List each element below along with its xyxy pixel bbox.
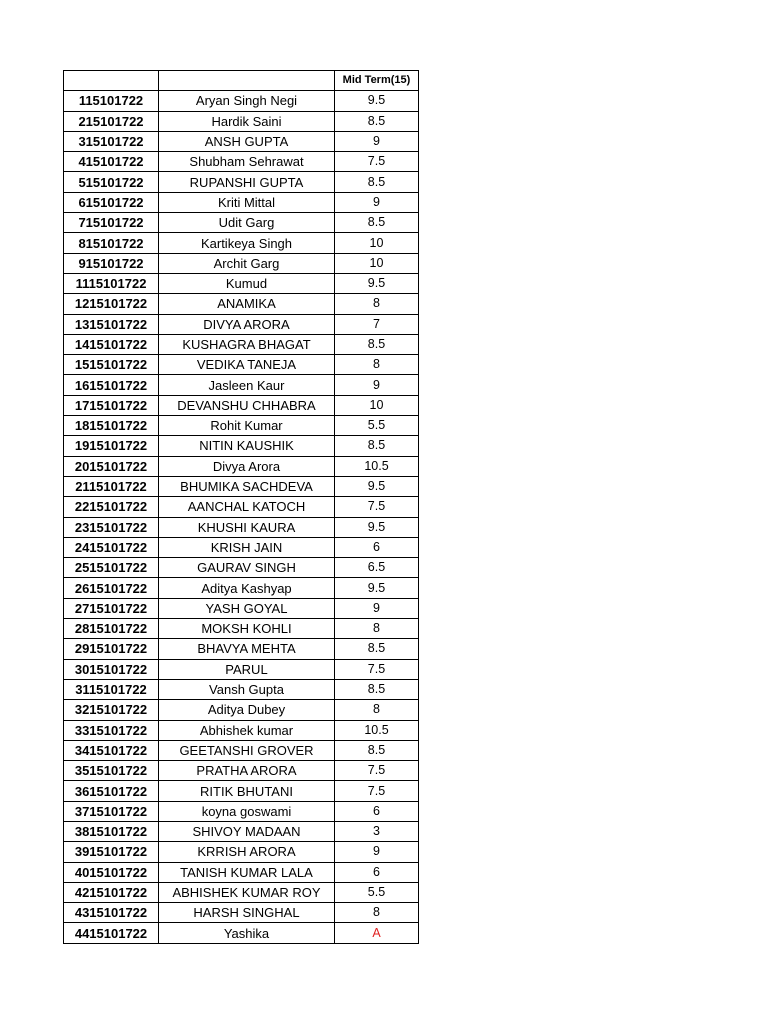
table-row (64, 598, 419, 618)
student-id-cell: 3715101722 (64, 801, 159, 821)
student-id-cell: 1815101722 (64, 416, 159, 436)
student-name-cell: HARSH SINGHAL (159, 903, 335, 923)
student-id-cell: 615101722 (64, 192, 159, 212)
table-row (64, 720, 419, 740)
mid-term-mark-cell: 9.5 (335, 476, 419, 496)
mid-term-mark-cell: 10.5 (335, 456, 419, 476)
table-row (64, 476, 419, 496)
table-row (64, 639, 419, 659)
table-row (64, 781, 419, 801)
student-name-cell: BHUMIKA SACHDEVA (159, 476, 335, 496)
student-id-cell: 715101722 (64, 213, 159, 233)
mid-term-mark-cell: 6.5 (335, 558, 419, 578)
student-name-cell: Vansh Gupta (159, 679, 335, 699)
table-row (64, 923, 419, 943)
student-name-cell: ANSH GUPTA (159, 131, 335, 151)
student-id-cell: 2715101722 (64, 598, 159, 618)
student-id-cell: 2815101722 (64, 619, 159, 639)
mid-term-mark-cell: 8.5 (335, 679, 419, 699)
student-id-cell: 4015101722 (64, 862, 159, 882)
mid-term-mark-cell: 9.5 (335, 578, 419, 598)
header-id (64, 71, 159, 91)
student-id-cell: 2615101722 (64, 578, 159, 598)
mid-term-mark-cell: 9 (335, 598, 419, 618)
mid-term-mark-cell: 6 (335, 801, 419, 821)
table-row (64, 821, 419, 841)
table-row (64, 903, 419, 923)
student-id-cell: 1715101722 (64, 395, 159, 415)
table-row (64, 659, 419, 679)
student-name-cell: Divya Arora (159, 456, 335, 476)
mid-term-mark-cell: 9.5 (335, 273, 419, 293)
student-name-cell: Kumud (159, 273, 335, 293)
table-row (64, 578, 419, 598)
student-name-cell: koyna goswami (159, 801, 335, 821)
student-name-cell: AANCHAL KATOCH (159, 497, 335, 517)
table-row (64, 456, 419, 476)
table-row (64, 436, 419, 456)
mid-term-mark-cell: 8.5 (335, 213, 419, 233)
student-name-cell: VEDIKA TANEJA (159, 355, 335, 375)
student-id-cell: 415101722 (64, 152, 159, 172)
student-id-cell: 2315101722 (64, 517, 159, 537)
student-id-cell: 1215101722 (64, 294, 159, 314)
table-row (64, 91, 419, 111)
mid-term-mark-cell: 5.5 (335, 416, 419, 436)
student-name-cell: DIVYA ARORA (159, 314, 335, 334)
mid-term-mark-cell: 10 (335, 253, 419, 273)
student-id-cell: 2215101722 (64, 497, 159, 517)
table-row (64, 111, 419, 131)
mid-term-mark-cell: 5.5 (335, 882, 419, 902)
student-name-cell: Abhishek kumar (159, 720, 335, 740)
student-name-cell: Archit Garg (159, 253, 335, 273)
student-id-cell: 4215101722 (64, 882, 159, 902)
table-row (64, 619, 419, 639)
student-name-cell: ANAMIKA (159, 294, 335, 314)
student-id-cell: 2115101722 (64, 476, 159, 496)
student-name-cell: Aditya Dubey (159, 700, 335, 720)
student-id-cell: 3215101722 (64, 700, 159, 720)
mid-term-mark-cell: 6 (335, 862, 419, 882)
marks-table (63, 70, 419, 944)
student-name-cell: BHAVYA MEHTA (159, 639, 335, 659)
student-name-cell: RITIK BHUTANI (159, 781, 335, 801)
student-id-cell: 2915101722 (64, 639, 159, 659)
student-id-cell: 2015101722 (64, 456, 159, 476)
student-name-cell: NITIN KAUSHIK (159, 436, 335, 456)
student-id-cell: 1615101722 (64, 375, 159, 395)
mid-term-mark-cell: 8 (335, 903, 419, 923)
mid-term-mark-cell: 10 (335, 395, 419, 415)
student-name-cell: KRRISH ARORA (159, 842, 335, 862)
table-row (64, 862, 419, 882)
student-id-cell: 215101722 (64, 111, 159, 131)
mid-term-mark-cell: 9 (335, 131, 419, 151)
mid-term-mark-cell: 7.5 (335, 497, 419, 517)
table-row (64, 882, 419, 902)
student-name-cell: YASH GOYAL (159, 598, 335, 618)
student-id-cell: 4315101722 (64, 903, 159, 923)
header-name (159, 71, 335, 91)
student-id-cell: 3815101722 (64, 821, 159, 841)
table-row (64, 233, 419, 253)
header-row (64, 71, 419, 91)
student-id-cell: 3615101722 (64, 781, 159, 801)
student-id-cell: 1315101722 (64, 314, 159, 334)
student-id-cell: 2515101722 (64, 558, 159, 578)
mid-term-mark-cell: 9.5 (335, 517, 419, 537)
student-name-cell: GAURAV SINGH (159, 558, 335, 578)
student-name-cell: Shubham Sehrawat (159, 152, 335, 172)
table-row (64, 679, 419, 699)
table-row (64, 497, 419, 517)
mid-term-mark-cell: 9 (335, 375, 419, 395)
student-name-cell: ABHISHEK KUMAR ROY (159, 882, 335, 902)
mid-term-mark-cell: 8 (335, 700, 419, 720)
table-row (64, 842, 419, 862)
mid-term-mark-cell: 7.5 (335, 152, 419, 172)
student-id-cell: 4415101722 (64, 923, 159, 943)
student-name-cell: SHIVOY MADAAN (159, 821, 335, 841)
student-name-cell: Aryan Singh Negi (159, 91, 335, 111)
student-name-cell: PARUL (159, 659, 335, 679)
student-id-cell: 3915101722 (64, 842, 159, 862)
student-id-cell: 115101722 (64, 91, 159, 111)
student-name-cell: Kriti Mittal (159, 192, 335, 212)
student-id-cell: 1115101722 (64, 273, 159, 293)
mid-term-mark-cell: 7.5 (335, 781, 419, 801)
table-row (64, 152, 419, 172)
mid-term-mark-cell: 9 (335, 842, 419, 862)
student-name-cell: Hardik Saini (159, 111, 335, 131)
mid-term-mark-cell: 8.5 (335, 172, 419, 192)
mid-term-mark-cell: 10 (335, 233, 419, 253)
table-row (64, 334, 419, 354)
student-name-cell: MOKSH KOHLI (159, 619, 335, 639)
student-name-cell: Yashika (159, 923, 335, 943)
mid-term-mark-cell: 8 (335, 355, 419, 375)
student-name-cell: RUPANSHI GUPTA (159, 172, 335, 192)
student-name-cell: PRATHA ARORA (159, 761, 335, 781)
student-id-cell: 3315101722 (64, 720, 159, 740)
table-row (64, 537, 419, 557)
student-id-cell: 3415101722 (64, 740, 159, 760)
table-row (64, 253, 419, 273)
student-id-cell: 2415101722 (64, 537, 159, 557)
table-row (64, 294, 419, 314)
student-name-cell: KHUSHI KAURA (159, 517, 335, 537)
table-row (64, 416, 419, 436)
student-id-cell: 315101722 (64, 131, 159, 151)
student-id-cell: 1515101722 (64, 355, 159, 375)
table-row (64, 131, 419, 151)
student-name-cell: KRISH JAIN (159, 537, 335, 557)
table-row (64, 172, 419, 192)
table-row (64, 213, 419, 233)
student-name-cell: KUSHAGRA BHAGAT (159, 334, 335, 354)
table-row (64, 558, 419, 578)
mid-term-mark-cell: 8.5 (335, 639, 419, 659)
mid-term-mark-cell: 6 (335, 537, 419, 557)
mid-term-mark-cell: 8.5 (335, 334, 419, 354)
table-row (64, 700, 419, 720)
student-name-cell: Rohit Kumar (159, 416, 335, 436)
mid-term-mark-cell: 10.5 (335, 720, 419, 740)
table-row (64, 273, 419, 293)
student-id-cell: 515101722 (64, 172, 159, 192)
table-row (64, 761, 419, 781)
student-id-cell: 815101722 (64, 233, 159, 253)
student-id-cell: 3015101722 (64, 659, 159, 679)
mid-term-mark-cell: 8.5 (335, 111, 419, 131)
student-name-cell: Jasleen Kaur (159, 375, 335, 395)
mid-term-mark-cell: 8.5 (335, 740, 419, 760)
mid-term-mark-cell: 7 (335, 314, 419, 334)
mid-term-mark-cell: 7.5 (335, 659, 419, 679)
student-name-cell: GEETANSHI GROVER (159, 740, 335, 760)
mid-term-mark-cell: 9 (335, 192, 419, 212)
table-row (64, 395, 419, 415)
student-id-cell: 1915101722 (64, 436, 159, 456)
mid-term-mark-cell: 8 (335, 294, 419, 314)
mid-term-mark-cell: 8.5 (335, 436, 419, 456)
student-id-cell: 3515101722 (64, 761, 159, 781)
header-mid-term: Mid Term(15) (335, 71, 419, 91)
mid-term-mark-cell: 7.5 (335, 761, 419, 781)
table-row (64, 192, 419, 212)
student-id-cell: 3115101722 (64, 679, 159, 699)
student-name-cell: Aditya Kashyap (159, 578, 335, 598)
table-row (64, 801, 419, 821)
student-name-cell: Udit Garg (159, 213, 335, 233)
table-row (64, 517, 419, 537)
absent-mark-cell: A (335, 923, 419, 943)
table-row (64, 314, 419, 334)
student-id-cell: 1415101722 (64, 334, 159, 354)
table-row (64, 375, 419, 395)
mid-term-mark-cell: 3 (335, 821, 419, 841)
mid-term-mark-cell: 9.5 (335, 91, 419, 111)
table-header (64, 71, 419, 91)
table-body (64, 91, 419, 943)
table-row (64, 740, 419, 760)
table-row (64, 355, 419, 375)
mid-term-mark-cell: 8 (335, 619, 419, 639)
student-id-cell: 915101722 (64, 253, 159, 273)
student-name-cell: Kartikeya Singh (159, 233, 335, 253)
student-name-cell: TANISH KUMAR LALA (159, 862, 335, 882)
student-name-cell: DEVANSHU CHHABRA (159, 395, 335, 415)
